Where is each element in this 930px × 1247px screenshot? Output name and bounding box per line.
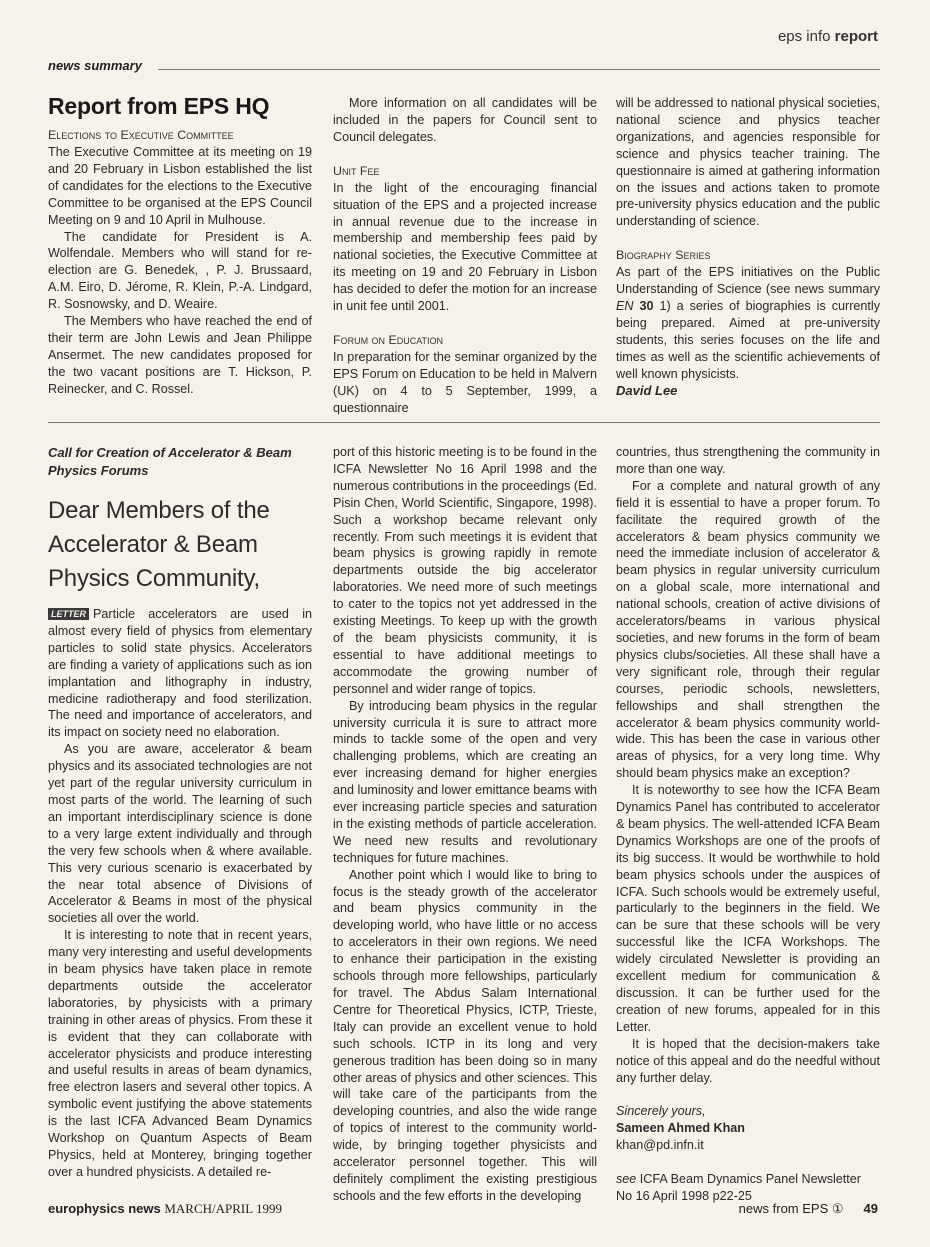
letter-closing-text: Sincerely yours, — [616, 1104, 706, 1119]
biography-paragraph — [616, 264, 880, 382]
biography-en: EN — [616, 299, 634, 314]
letter-kicker: Call for Creation of Accelerator & Beam Physics Forums — [48, 445, 292, 478]
running-header-bold: report — [834, 28, 878, 45]
letter-column-2 — [333, 444, 597, 1205]
biography-heading: Biography Series — [616, 248, 711, 263]
unit-fee-heading: Unit Fee — [333, 163, 380, 178]
letter-closing — [616, 1103, 880, 1120]
letter-paragraph-1 — [48, 606, 312, 741]
more-info-paragraph: More information on all candidates will be included in the papers for Council sent to Council delegates. — [333, 96, 597, 144]
biography-text-b: 1) a series of biographies is currently being prepared. Aimed at pre-university students, this series focuses on the life and times as well as the scientific achievements of well known physicists. — [616, 299, 881, 381]
forum-paragraph: In preparation for the seminar organized by the EPS Forum on Education to be held in Malvern (UK) on 4 to 5 September, 1999, a questionnaire — [333, 349, 597, 415]
letter-column-3 — [616, 444, 880, 1205]
article-title: Report from EPS HQ — [48, 93, 270, 119]
letter-author-name: Sameen Ahmed Khan — [616, 1121, 745, 1136]
letter-reference — [616, 1171, 880, 1205]
letter-email: khan@pd.infn.it — [616, 1138, 704, 1153]
letter-paragraph-5: Another point which I would like to bring to focus is the steady growth of the accelerator and beam physics community in the developing world, who have little or no access to accelerators in their own regions. We need to enhance their participation in the existing schools through more fellowships, particularly for travel. The Abdus Salam International Centre for Theoretical Physics, ICTP, Trieste, Italy can provide an excellent venue to hold such schools. ICTP in its long and very generous tradition has been doing so in many other areas of physics and other sciences. This will take care of the participants from the developing countries, and also the wide range of topics of interest to the community world-wide, by bringing together physicists and accelerator personnel together. This will definitely compliment the existing prestigious schools and the few efforts in the developing — [333, 867, 597, 1203]
hq-column-2 — [333, 95, 597, 417]
elections-paragraph-2: The candidate for President is A. Wolfendale. Members who will stand for re-election are G. Benedek, , P. J. Brussaard, A.M. Eiro, D. Jérome, R. Klein, P.-A. Lindgard, R. Sosnowsky, and D. Weaire. — [48, 229, 312, 312]
forum-paragraph-continued: will be addressed to national physical societies, national science and physics teacher organizations, and agencies responsible for science and physics teacher training. The questionnaire is aimed at gathering information on the issues and actions taken to promote pre-university physics education and the public understanding of science. — [616, 96, 880, 229]
running-header — [778, 28, 878, 45]
letter-paragraph-4: By introducing beam physics in the regular university curricula it is sure to attract more minds to tackle some of the open and very challenging problems, which are creating an ever increasing demand for higher energies and luminosity and lower emittance beams with ever increasing particle species and saturation in the existing methods of particle acceleration. We need new results and revolutionary techniques for future machines. — [333, 698, 597, 865]
letter-paragraph-3: It is interesting to note that in recent years, many very interesting and useful developments in beam physics have taken place in remote departments outside the accelerator laboratories, by physicists with a primary training in other areas of physics. From these it is evident that they can collaborate with accelerator physicists and produce interesting and useful results in areas of beam dynamics, free electron lasers and several other topics. A symbolic event justifying the above statements is the last ICFA Advanced Beam Dynamics Workshop on Quantum Aspects of Beam Physics, held at Monterey, bringing together over a hundred physicists. A detailed re- — [48, 928, 312, 1179]
letter-tag: LETTER — [48, 608, 89, 620]
hq-signature: David Lee — [616, 382, 678, 398]
elections-paragraph-3: The Members who have reached the end of their term are John Lewis and Jean Philippe Ansermet. The new candidates proposed for the two vacant positions are T. Hickson, P. Reinecker, and C. Rossel. — [48, 314, 312, 396]
elections-paragraph-1: The Executive Committee at its meeting on 19 and 20 February in Lisbon established the list of candidates for the elections to the Executive Committee to be organised at the EPS Council Meeting on 9 and 10 April in Mulhouse. — [48, 145, 312, 227]
biography-text-a: As part of the EPS initiatives on the Public Understanding of Science (see news summary — [616, 265, 880, 297]
footer-issue: MARCH/APRIL 1999 — [164, 1201, 282, 1216]
letter-title: Dear Members of the Accelerator & Beam Physics Community, — [48, 497, 270, 592]
footer-page-info — [739, 1201, 878, 1217]
footer-section: news from EPS ① — [738, 1201, 844, 1216]
forum-heading: Forum on Education — [333, 332, 444, 347]
hq-column-1 — [48, 93, 312, 398]
letter-paragraph-7: It is noteworthy to see how the ICFA Beam Dynamics Panel has contributed to accelerator & beam physics. The well-attended ICFA Beam Dynamics Workshops are one of the proofs of its big success. It would be worthwhile to hold beam physics schools under the auspices of ICFA. Such schools would be extremely useful, particularly to the beginners in the field. We can be sure that these schools will be very successful like the ICFA Workshops. The widely circulated Newsletter is providing an excellent medium for communication & discussion. It can be further used for the creation of new forums, appealed for in this Letter. — [616, 783, 880, 1034]
section-divider — [48, 422, 880, 423]
running-header-light: eps info — [777, 28, 835, 45]
elections-heading: Elections to Executive Committee — [48, 128, 234, 142]
letter-author — [616, 1120, 880, 1137]
header-rule — [158, 69, 880, 70]
letter-paragraph-8: It is hoped that the decision-makers take notice of this appeal and do the needful without any further delay. — [616, 1036, 880, 1085]
footer-magazine-name: europhysics news — [48, 1201, 161, 1216]
letter-column-1 — [48, 444, 312, 1181]
letter-paragraph-3-continued: port of this historic meeting is to be found in the ICFA Newsletter No 16 April 1998 and the numerous contributions in the proceedings (Ed. Pisin Chen, World Scientific, Singapore, 1998). Such a workshop became relevant only recently. From such meetings it is evident that beam physics is growing rapidly in remote departments outside the big accelerator laboratories. We need more of such meetings to cater to the topics not yet addressed in the existing Meetings. To keep up with the growth of the beam physicists community, it is essential to have additional meetings to accommodate the growing number of personnel and wider range of topics. — [333, 445, 597, 696]
letter-paragraph-5-continued: countries, thus strengthening the community in more than one way. — [616, 445, 880, 476]
biography-issue-number: 30 — [639, 299, 654, 314]
letter-reference-text: ICFA Beam Dynamics Panel Newsletter No 16 April 1998 p22-25 — [616, 1172, 861, 1204]
letter-reference-see: see — [616, 1172, 637, 1187]
letter-paragraph-6: For a complete and natural growth of any field it is essential to have a proper forum. To facilitate the required growth of the accelerators & beam physics community we need the immediate inclusion of accelerator & beam physics in regular university curriculum on a global scale, more international and national schools, creation of active divisions of accelerators/beams in various physical societies, and new forums in the form of beam physics clubs/societies. All these shall have a very significant role, through their regular courses, periodic schools, newsletters, fellowships and shall strengthen the accelerator & beam physics community world-wide. This has been the case in various other areas of physics, for a very long time. Why should beam physics make an exception? — [616, 478, 880, 781]
letter-paragraph-1-text: Particle accelerators are used in almost every field of physics from elementary particles to solid state physics. Accelerators are finding a variety of applications such as ion implantation and lithography in industry, medicine radiotherapy and food sterilization. The need and importance of accelerators, and its impact on society need no elaboration. — [48, 607, 312, 740]
letter-paragraph-2: As you are aware, accelerator & beam physics and its associated technologies are not yet part of the regular university curriculum in most parts of the world. The learning of such an important interdisciplinary science is done to a very large extent individually and through the very few schools when & where available. This very curious scenario is exacerbated by the near total absence of Divisions of Accelerator & Beams in most of the physical societies all over the world. — [48, 742, 312, 926]
unit-fee-paragraph: In the light of the encouraging financial situation of the EPS and a projected increase in annual revenue due to the increase in membership and membership fees paid by national societies, the Executive Committee at its meeting on 19 and 20 February in Lisbon has decided to defer the motion for an increase in unit fee until 2001. — [333, 180, 597, 314]
section-label: news summary — [48, 58, 142, 73]
footer-magazine — [48, 1201, 282, 1217]
page-number: 49 — [863, 1201, 878, 1216]
hq-column-3 — [616, 95, 880, 398]
